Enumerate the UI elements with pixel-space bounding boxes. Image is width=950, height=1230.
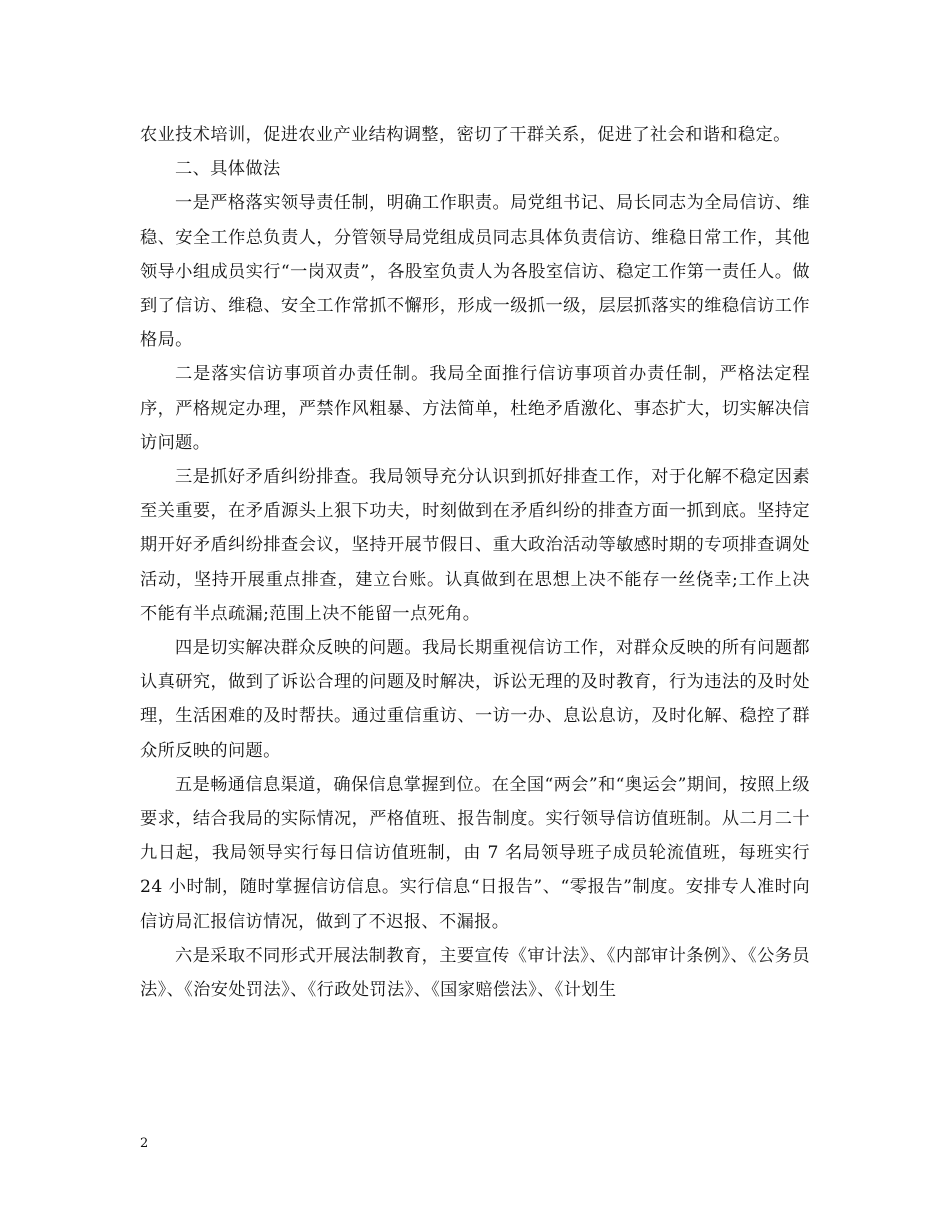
paragraph-3: 一是严格落实领导责任制，明确工作职责。局党组书记、局长同志为全局信访、维稳、安全工作总负责人，分管领导局党组成员同志具体负责信访、维稳日常工作，其他领导小组成员实行“一岗双责”，各股室负责人为各股室信访、稳定工作第一责任人。做到了信访、维稳、安全工作常抓不懈形，形成一级抓一级，层层抓落实的维稳信访工作格局。 [140,193,810,351]
page-number: 2 [140,1136,149,1151]
section-heading: 二、具体做法 [175,159,281,180]
paragraph-8: 六是采取不同形式开展法制教育，主要宣传《审计法》、《内部审计条例》、《公务员法》、《治安处罚法》、《行政处罚法》、《国家赔偿法》、《计划生 [140,945,810,1001]
document-body [140,118,810,1007]
paragraph-1: 农业技术培训，促进农业产业结构调整，密切了干群关系，促进了社会和谐和稳定。 [140,125,791,145]
paragraph-7: 五是畅通信息渠道，确保信息掌握到位。在全国“两会”和“奥运会”期间，按照上级要求，结合我局的实际情况，严格值班、报告制度。实行领导信访值班制。从二月二十九日起，我局领导实行每日信访值班制，由 7 名局领导班子成员轮流值班，每班实行 24 小时制，随时掌握信访信息。实行信息“日报告”、“零报告”制度。安排专人准时向信访局汇报信访情况，做到了不迟报、不漏报。 [140,774,810,932]
paragraph-6: 四是切实解决群众反映的问题。我局长期重视信访工作，对群众反映的所有问题都认真研究，做到了诉讼合理的问题及时解决，诉讼无理的及时教育，行为违法的及时处理，生活困难的及时帮扶。通过重信重访、一访一办、息讼息访，及时化解、稳控了群众所反映的问题。 [140,638,810,761]
paragraph-5: 三是抓好矛盾纠纷排查。我局领导充分认识到抓好排查工作，对于化解不稳定因素至关重要，在矛盾源头上狠下功夫，时刻做到在矛盾纠纷的排查方面一抓到底。坚持定期开好矛盾纠纷排查会议，坚持开展节假日、重大政治活动等敏感时期的专项排查调处活动，坚持开展重点排查，建立台账。认真做到在思想上决不能存一丝侥幸;工作上决不能有半点疏漏;范围上决不能留一点死角。 [140,467,810,624]
paragraph-4: 二是落实信访事项首办责任制。我局全面推行信访事项首办责任制，严格法定程序，严格规定办理，严禁作风粗暴、方法简单，杜绝矛盾激化、事态扩大，切实解决信访问题。 [140,364,810,453]
